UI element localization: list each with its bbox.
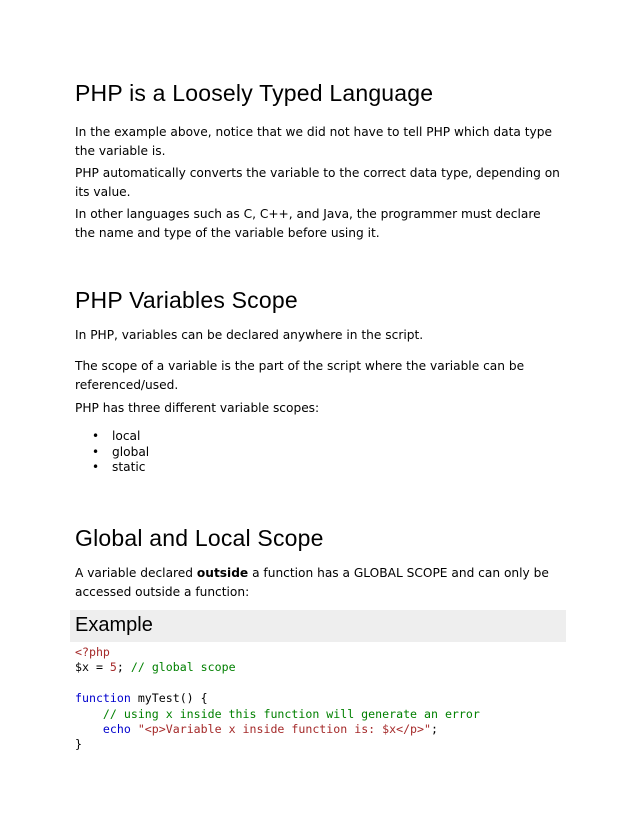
code-close-brace: } (75, 737, 82, 752)
code-op: = (88, 660, 110, 675)
example-header (70, 610, 566, 642)
code-function-signature: myTest() { (130, 691, 208, 706)
paragraph-line: the variable is. (75, 144, 166, 158)
paragraph-line: The scope of a variable is the part of the script where the variable can be (75, 359, 525, 373)
paragraph-line: the name and type of the variable before using it. (75, 226, 380, 240)
paragraph-global-scope-intro (75, 564, 575, 602)
code-comment: // global scope (130, 660, 236, 675)
heading-variables-scope: PHP Variables Scope (75, 287, 298, 313)
intro-text: accessed outside a function: (75, 585, 250, 599)
intro-text: a function has a GLOBAL SCOPE and can only be (248, 566, 549, 580)
paragraph-line: referenced/used. (75, 378, 179, 392)
paragraph-no-data-type (75, 123, 575, 161)
paragraph-line: In other languages such as C, C++, and Java, the programmer must declare (75, 207, 541, 221)
heading-loosely-typed: PHP is a Loosely Typed Language (75, 80, 434, 106)
heading-global-local-scope: Global and Local Scope (75, 525, 324, 551)
list-item: • global (75, 445, 149, 461)
paragraph-scope-definition (75, 357, 575, 395)
scope-list (75, 429, 149, 476)
paragraph-line: PHP automatically converts the variable to the correct data type, depending on (75, 166, 560, 180)
paragraph-declared-anywhere (75, 326, 575, 345)
code-comment: // using x inside this function will generate an error (102, 706, 480, 721)
code-php-open: <?php (75, 645, 110, 659)
example-label: Example (75, 614, 153, 636)
intro-text: A variable declared (75, 566, 197, 580)
paragraph-line: In PHP, variables can be declared anywhere in the script. (75, 328, 424, 342)
paragraph-other-languages (75, 205, 575, 243)
code-number: 5 (109, 660, 117, 675)
list-item: • local (75, 429, 149, 445)
intro-bold-outside: outside (196, 566, 249, 580)
code-block (75, 645, 480, 753)
paragraph-line: In the example above, notice that we did not have to tell PHP which data type (75, 125, 552, 139)
code-keyword-echo: echo (102, 722, 131, 737)
code-semicolon: ; (431, 722, 438, 737)
code-semicolon: ; (116, 660, 131, 675)
paragraph-three-scopes (75, 399, 575, 418)
paragraph-auto-convert (75, 164, 575, 202)
code-keyword-function: function (75, 691, 131, 706)
code-var: $x (75, 660, 89, 675)
paragraph-line: PHP has three different variable scopes: (75, 401, 320, 415)
paragraph-line: its value. (75, 185, 131, 199)
list-item: • static (75, 460, 149, 476)
code-string: "<p>Variable x inside function is: $x</p>" (137, 722, 431, 737)
